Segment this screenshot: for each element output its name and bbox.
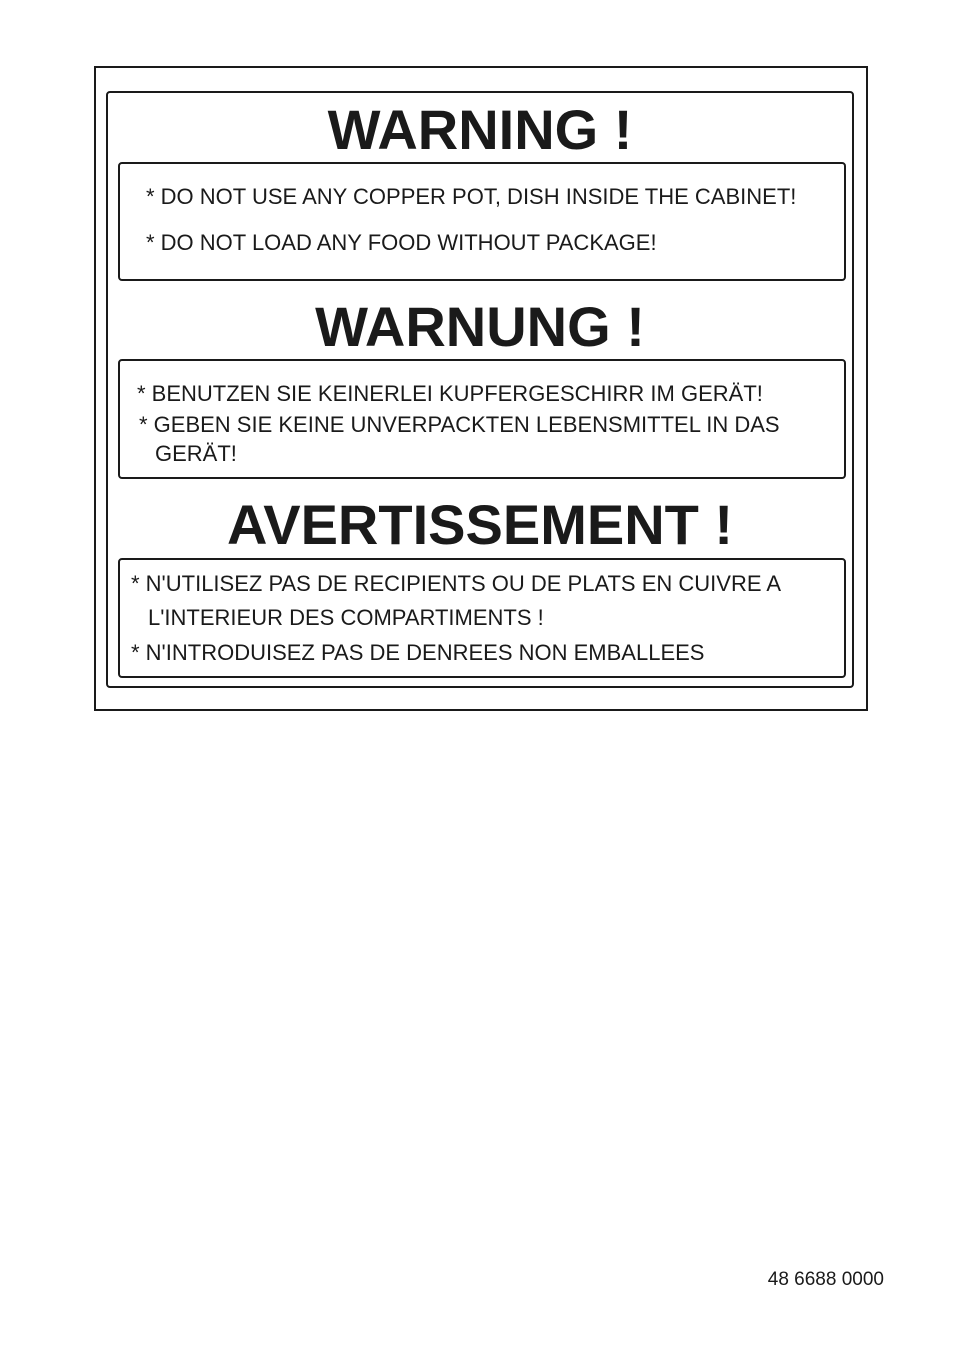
- french-warning-line-2: L'INTERIEUR DES COMPARTIMENTS !: [148, 605, 544, 630]
- german-warning-line-1: * BENUTZEN SIE KEINERLEI KUPFERGESCHIRR IM GERÄT!: [137, 381, 763, 406]
- french-warning-line-3: * N'INTRODUISEZ PAS DE DENREES NON EMBALLEES: [131, 640, 705, 665]
- english-warning-box: [118, 162, 846, 281]
- french-warning-line-1: * N'UTILISEZ PAS DE RECIPIENTS OU DE PLATS EN CUIVRE A: [131, 571, 782, 596]
- english-warning-heading: WARNING !: [327, 98, 633, 161]
- english-warning-line-1: * DO NOT USE ANY COPPER POT, DISH INSIDE THE CABINET!: [146, 184, 797, 209]
- document-code: 48 6688 0000: [767, 1269, 884, 1290]
- french-warning-heading: AVERTISSEMENT !: [226, 493, 734, 556]
- german-warning-line-2: * GEBEN SIE KEINE UNVERPACKTEN LEBENSMITTEL IN DAS: [139, 412, 780, 437]
- german-warning-heading: WARNUNG !: [315, 295, 645, 358]
- english-warning-line-2: * DO NOT LOAD ANY FOOD WITHOUT PACKAGE!: [146, 230, 657, 255]
- german-warning-line-3: GERÄT!: [155, 441, 237, 466]
